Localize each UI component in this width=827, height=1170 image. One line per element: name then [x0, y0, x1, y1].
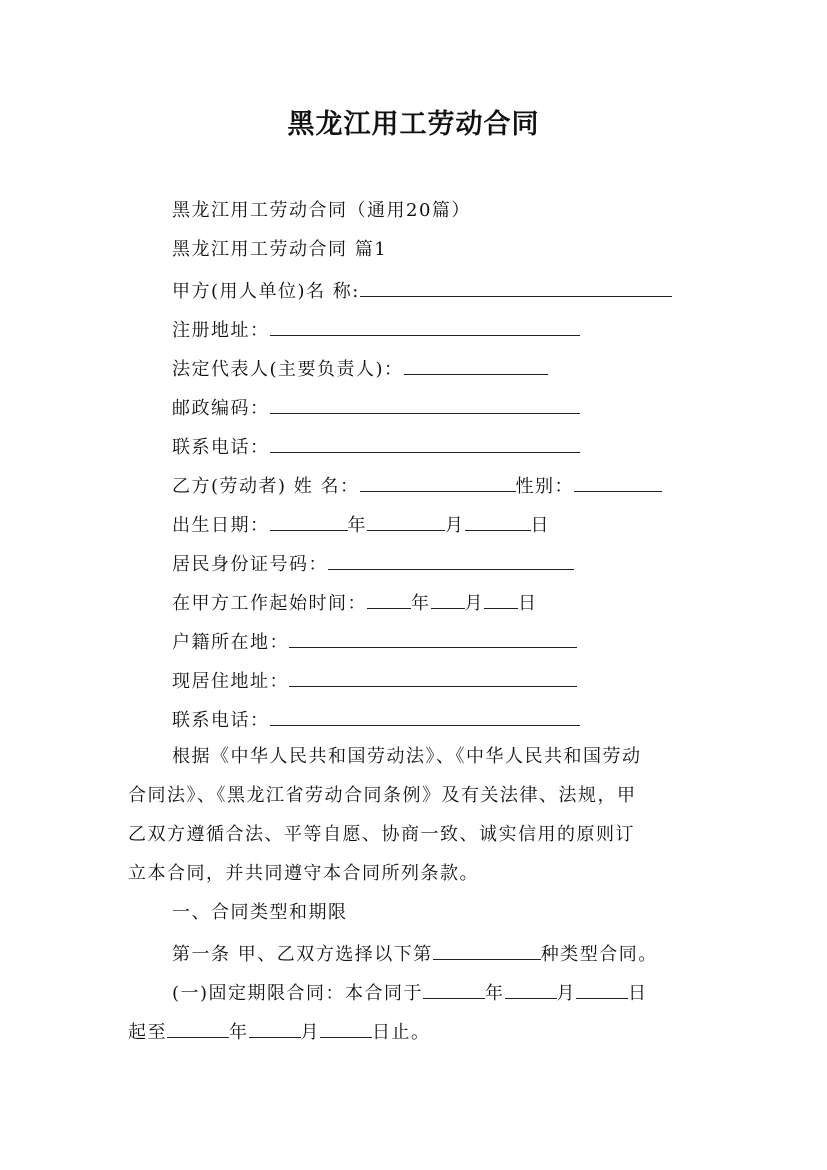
birth-year-blank[interactable]	[270, 510, 348, 531]
reg-address-blank[interactable]	[270, 315, 580, 336]
legal-rep-row	[172, 354, 548, 380]
current-addr-label: 现居住地址：	[172, 671, 289, 692]
day-label: 日	[518, 593, 538, 614]
start-month-blank[interactable]	[431, 588, 465, 609]
hukou-row	[172, 627, 577, 653]
current-addr-blank[interactable]	[289, 666, 577, 687]
fixed-end-text-a: 起至	[128, 1022, 167, 1043]
fixed-term-text: (一)固定期限合同：本合同于	[172, 983, 424, 1004]
birth-label: 出生日期：	[172, 515, 270, 536]
start-time-label: 在甲方工作起始时间：	[172, 593, 367, 614]
reg-address-label: 注册地址：	[172, 320, 270, 341]
party-a-name-blank[interactable]	[360, 276, 672, 297]
month-label: 月	[464, 593, 484, 614]
phone-b-row	[172, 705, 580, 731]
fixed-end-year-blank[interactable]	[167, 1017, 229, 1038]
legal-rep-blank[interactable]	[404, 354, 548, 375]
document-title: 黑龙江用工劳动合同	[287, 109, 540, 140]
birth-day-blank[interactable]	[465, 510, 531, 531]
fixed-term-row	[172, 978, 648, 1004]
article1-text-b: 种类型合同。	[540, 944, 658, 965]
phone-b-blank[interactable]	[270, 705, 580, 726]
gender-blank[interactable]	[574, 471, 662, 492]
phone-a-label: 联系电话：	[172, 437, 270, 458]
party-a-name-row	[172, 276, 672, 302]
day-label: 日	[628, 983, 648, 1004]
contract-type-blank[interactable]	[433, 939, 541, 960]
day-label: 日	[530, 515, 550, 536]
start-year-blank[interactable]	[367, 588, 411, 609]
fixed-term-end-row	[128, 1017, 431, 1043]
fixed-end-month-blank[interactable]	[249, 1017, 301, 1038]
paragraph-line: 乙双方遵循合法、平等自愿、协商一致、诚实信用的原则订	[128, 824, 635, 845]
fixed-end-text-b: 日止。	[372, 1022, 431, 1043]
hukou-blank[interactable]	[289, 627, 577, 648]
phone-b-label: 联系电话：	[172, 710, 270, 731]
birth-month-blank[interactable]	[367, 510, 445, 531]
party-b-row	[172, 471, 662, 497]
party-b-name-label: 乙方(劳动者) 姓 名：	[172, 476, 360, 497]
phone-a-row	[172, 432, 580, 458]
fixed-start-day-blank[interactable]	[576, 978, 628, 999]
month-label: 月	[300, 1022, 320, 1043]
start-day-blank[interactable]	[484, 588, 518, 609]
fixed-start-month-blank[interactable]	[505, 978, 557, 999]
current-addr-row	[172, 666, 577, 692]
postcode-label: 邮政编码：	[172, 398, 270, 419]
legal-rep-label: 法定代表人(主要负责人)：	[172, 359, 404, 380]
party-b-name-blank[interactable]	[360, 471, 516, 492]
reg-address-row	[172, 315, 580, 341]
year-label: 年	[347, 515, 367, 536]
fixed-end-day-blank[interactable]	[320, 1017, 372, 1038]
gender-label: 性别：	[515, 476, 574, 497]
heading-general: 黑龙江用工劳动合同（通用20篇）	[172, 200, 471, 221]
id-blank[interactable]	[328, 549, 574, 570]
paragraph-line: 根据《中华人民共和国劳动法》、《中华人民共和国劳动	[172, 746, 642, 767]
hukou-label: 户籍所在地：	[172, 632, 289, 653]
birth-row	[172, 510, 550, 536]
year-label: 年	[485, 983, 505, 1004]
id-row	[172, 549, 574, 575]
year-label: 年	[229, 1022, 249, 1043]
heading-part1: 黑龙江用工劳动合同 篇1	[172, 239, 388, 260]
paragraph-line: 合同法》、《黑龙江省劳动合同条例》及有关法律、法规，甲	[128, 785, 637, 806]
phone-a-blank[interactable]	[270, 432, 580, 453]
section-heading: 一、合同类型和期限	[172, 902, 348, 923]
year-label: 年	[411, 593, 431, 614]
id-label: 居民身份证号码：	[172, 554, 328, 575]
month-label: 月	[445, 515, 465, 536]
month-label: 月	[556, 983, 577, 1004]
postcode-row	[172, 393, 580, 419]
party-a-name-label: 甲方(用人单位)名 称:	[172, 281, 360, 302]
postcode-blank[interactable]	[270, 393, 580, 414]
fixed-start-year-blank[interactable]	[423, 978, 485, 999]
paragraph-line: 立本合同，并共同遵守本合同所列条款。	[128, 863, 479, 884]
article1-row	[172, 939, 658, 965]
article1-text-a: 第一条 甲、乙双方选择以下第	[172, 944, 433, 965]
start-time-row	[172, 588, 538, 614]
